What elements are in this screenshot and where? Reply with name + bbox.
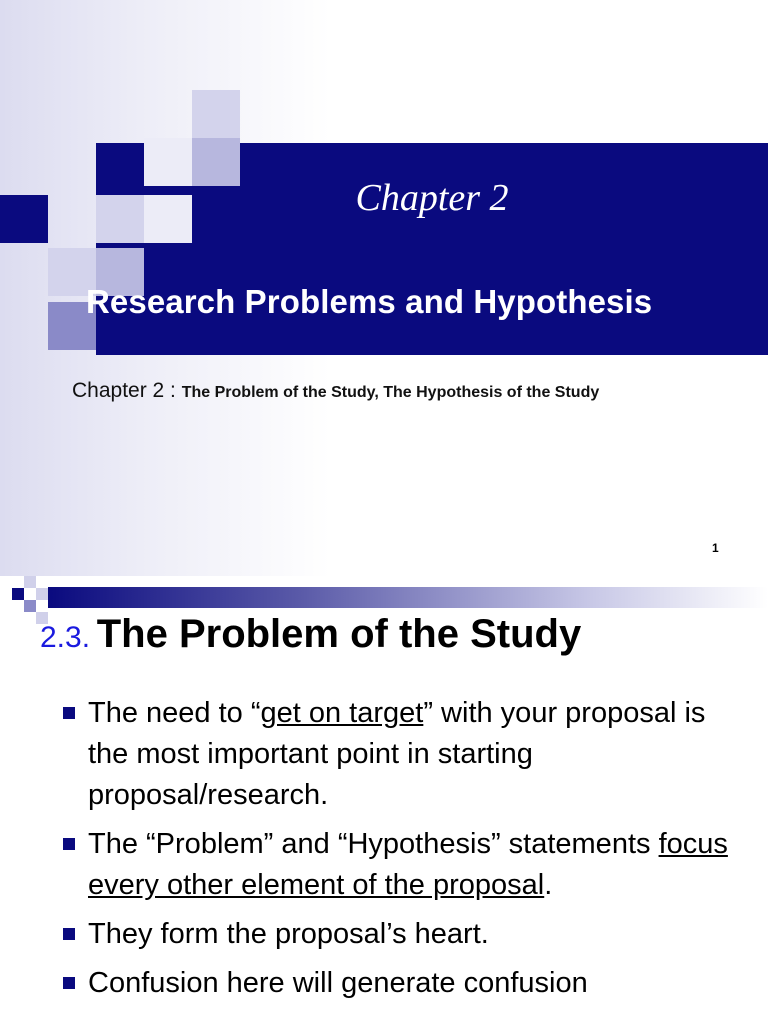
list-item <box>62 914 752 955</box>
list-item <box>62 963 752 1004</box>
list-item <box>62 824 752 906</box>
page-number: 1 <box>712 541 719 555</box>
subtitle <box>72 379 599 403</box>
bullet-underlined-text: focus every other element of the proposal <box>88 828 728 901</box>
bullet-text: They form the proposal’s heart. <box>88 918 489 950</box>
square-bullet-icon <box>63 977 75 989</box>
square-bullet-icon <box>63 707 75 719</box>
bullet-underlined-text: get on target <box>260 697 424 729</box>
bullet-text: Confusion here will generate confusion <box>88 967 588 999</box>
bullet-text: ” with your proposal is the most important point in starting proposal/research. <box>88 697 706 811</box>
chapter-title: Chapter 2 <box>355 177 509 219</box>
header-gradient-strip <box>48 587 768 608</box>
square-bullet-icon <box>63 928 75 940</box>
bullet-list <box>62 693 752 1012</box>
decor-pixel <box>24 576 36 588</box>
subtitle-prefix: Chapter 2 : <box>72 379 182 402</box>
decor-pixel <box>24 600 36 612</box>
decor-pixel <box>12 588 24 600</box>
subtitle-detail: The Problem of the Study, The Hypothesis of the Study <box>181 384 600 401</box>
section-title: The Problem of the Study <box>96 612 582 656</box>
decor-pixel <box>36 588 48 600</box>
bullet-text: The need to “ <box>88 697 261 729</box>
section-heading <box>40 612 581 657</box>
bullet-text: The “Problem” and “Hypothesis” statements <box>88 828 659 860</box>
bullet-text: . <box>544 869 553 901</box>
main-title: Research Problems and Hypothesis <box>86 283 653 320</box>
square-bullet-icon <box>63 838 75 850</box>
decor-square <box>192 90 240 138</box>
section-number: 2.3. <box>40 621 91 654</box>
content-slide <box>0 576 768 1024</box>
list-item <box>62 693 752 816</box>
decor-square <box>0 195 48 243</box>
